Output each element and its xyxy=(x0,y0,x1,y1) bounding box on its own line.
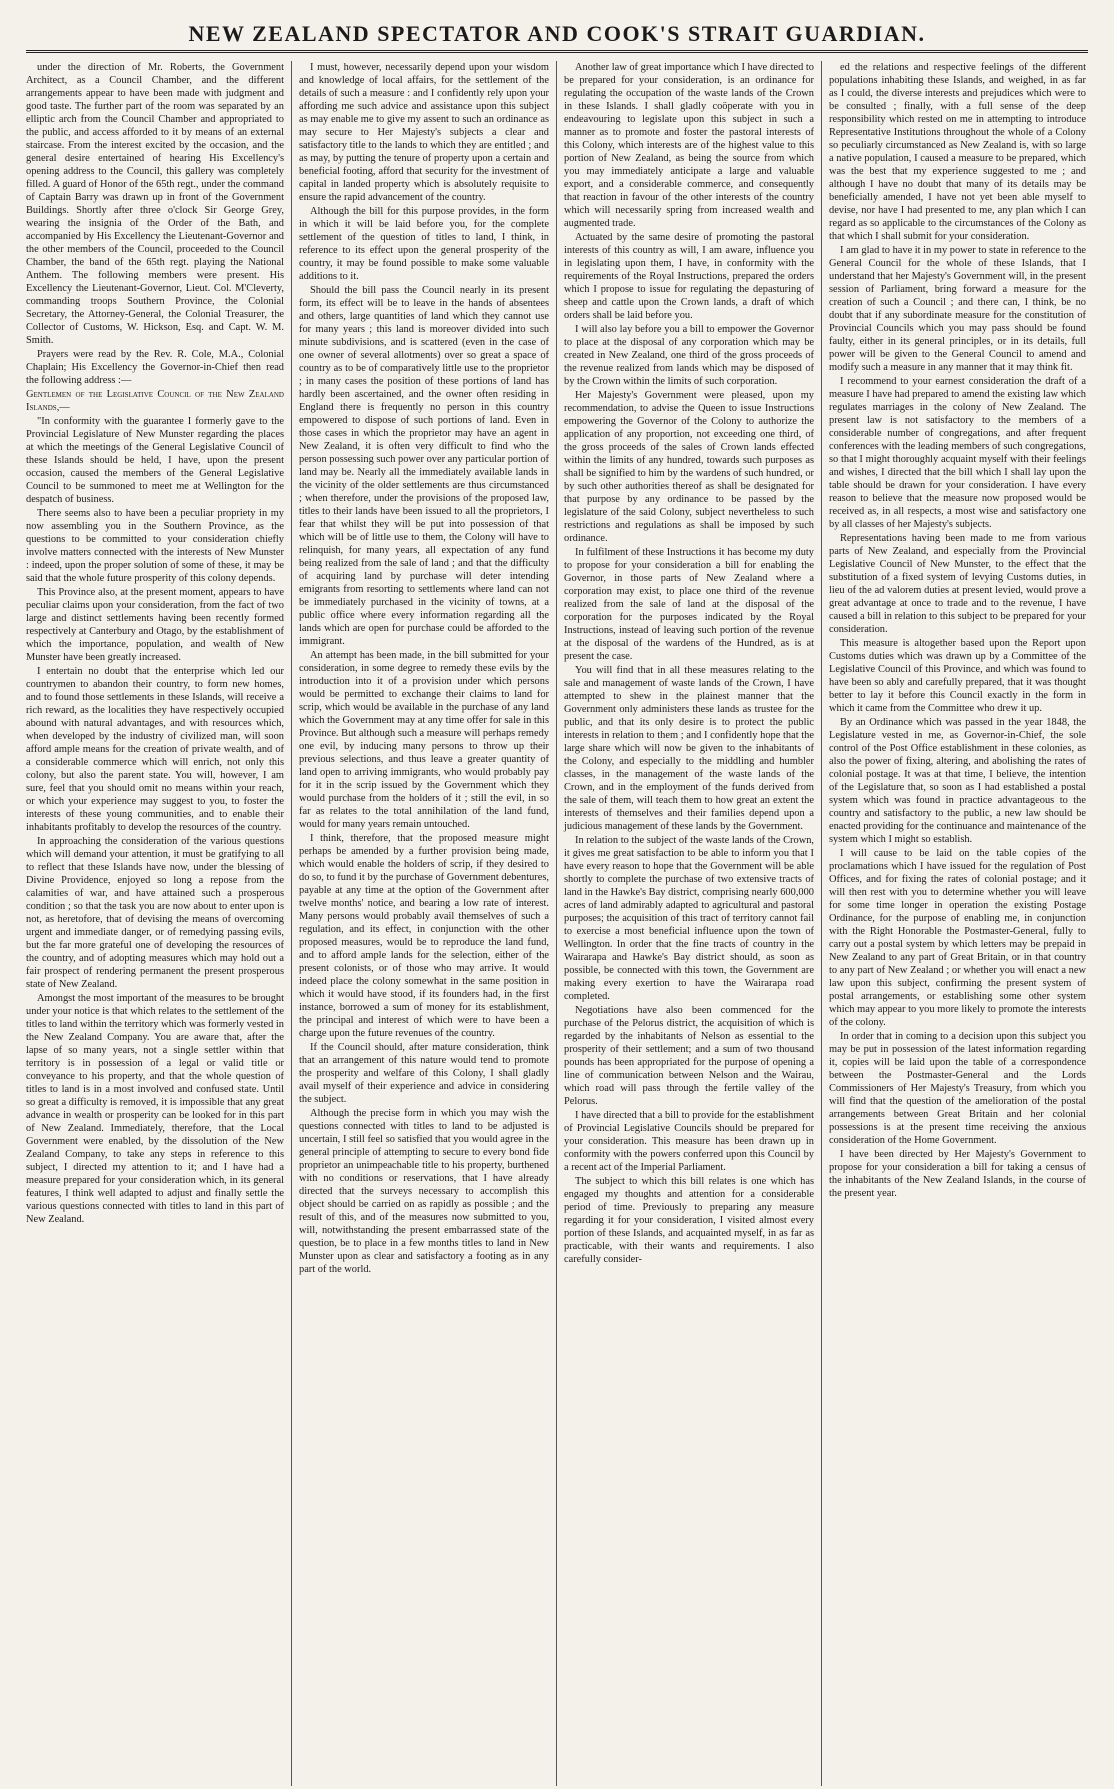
paragraph: Actuated by the same desire of promoting the pastoral interests of this country as will, I am aware, influence you in legislating upon them, I have, in conformity with the requirements of the Royal Instructions, prepared the orders which I propose to issue for regulating the depasturing of sheep and cattle upon the Crown lands, a draft of which orders shall be laid before you. xyxy=(564,232,814,321)
paragraph: Another law of great importance which I have directed to be prepared for your consideration, is an ordinance for regulating the occupation of the waste lands of the Crown in these Islands. I shall gladly coöperate with you in endeavouring to legislate upon this subject in such a manner as to promote and foster the pastoral interests of this Colony, which interests are of the highest value to this portion of New Zealand, as being the source from which you may immediately anticipate a large and valuable export, and a considerable commerce, and consequently that reaction in favour of the other interests of the country which will necessarily spring from increased wealth and augmented trade. xyxy=(564,62,814,229)
paragraph: If the Council should, after mature consideration, think that an arrangement of this nature would tend to promote the prosperity and welfare of this Colony, I shall gladly avail myself of their experience and advice in considering the subject. xyxy=(299,1042,549,1105)
paragraph: I entertain no doubt that the enterprise which led our countrymen to abandon their country, to form new homes, and to found those settlements in these Islands, will receive a rich reward, as the localities they have respectively occupied abound with natural advantages, and with resources which, when developed by the industry of civilized man, will soon afford ample means for the creation of private wealth, and of a considerable commerce which will enrich, not only this colony, but also the parent state. You will, however, I am sure, feel that you should omit no means within your reach, or which your experience may suggest to you, to foster the interests of these young communities, and to enable their inhabitants profitably to develop the resources of the country. xyxy=(26,666,284,833)
paragraph: In fulfilment of these Instructions it has become my duty to propose for your consideration a bill for enabling the Governor, in those parts of New Zealand where a corporation may exist, to place one third of the revenue realized from the sale of land at the disposal of the corporation for the purposes indicated by the Royal Instructions, instead of leaving such portion of the revenue at the disposal of the wardens of the Hundred, as is at present the case. xyxy=(564,547,814,662)
paragraph: In approaching the consideration of the various questions which will demand your attention, it must be gratifying to all to reflect that these Islands have now, under the blessing of Divine Providence, enjoyed so long a repose from the calamities of war, and have attained such a prosperous condition ; so that the task you are now about to enter upon is not, as heretofore, that of devising the means of overcoming urgent and immediate danger, or of remedying passing evils, but the far more grateful one of developing the resources of the country, and of adopting measures which may hold out a fair prospect of rendering permanent the present prosperous state of New Zealand. xyxy=(26,836,284,990)
masthead-title: NEW ZEALAND SPECTATOR AND COOK'S STRAIT GUARDIAN. xyxy=(26,18,1088,53)
paragraph: I am glad to have it in my power to state in reference to the General Council for the whole of these Islands, that I understand that her Majesty's Government will, in the present session of Parliament, bring forward a measure for the creation of such a Council ; and there can, I think, be no doubt that if any subordinate measure for the constitution of Provincial Councils which you may pass should be found faulty, either in its general principles, or in its details, full power will be given to the General Council to amend and modify such a measure in any manner that it may think fit. xyxy=(829,245,1086,373)
paragraph: I recommend to your earnest consideration the draft of a measure I have had prepared to amend the existing law which regulates marriages in the colony of New Zealand. The present law is not satisfactory to the members of a considerable number of congregations, and after frequent conferences with the leading members of such congregations, so that I might thoroughly acquaint myself with their feelings and wishes, I directed that the bill which I shall lay upon the table should be drawn for your consideration. I have every reason to believe that the measure now proposed would be received as, in all respects, a most wise and satisfactory one by all classes of her Majesty's subjects. xyxy=(829,376,1086,530)
paragraph: "In conformity with the guarantee I formerly gave to the Provincial Legislature of New Munster regarding the places at which the meetings of the General Legislative Council of these Islands should be held, I have, upon the present occasion, caused the members of the General Legislative Council to be summoned to meet me at Wellington for the despatch of business. xyxy=(26,416,284,505)
paragraph: In order that in coming to a decision upon this subject you may be put in possession of the latest information regarding it, copies will be laid upon the table of a correspondence between the Postmaster-General and the Lords Commissioners of Her Majesty's Treasury, from which you will find that the question of the amelioration of the postal arrangements between Great Britain and her colonial possessions is at the present time receiving the anxious consideration of the Home Government. xyxy=(829,1031,1086,1146)
paragraph: Negotiations have also been commenced for the purchase of the Pelorus district, the acquisition of which is regarded by the inhabitants of Nelson as essential to the prosperity of their settlement; and a sum of two thousand pounds has been appropriated for the purpose of opening a line of communication between Nelson and the Wairau, which road will pass through the fertile valley of the Pelorus. xyxy=(564,1005,814,1107)
column-4 xyxy=(821,61,1086,1786)
column-2 xyxy=(291,61,556,1786)
paragraph: This measure is altogether based upon the Report upon Customs duties which was drawn up by a Committee of the Legislative Council of this Province, and which was found to have been so ably and carefully prepared, that it was thought better to lay it before this Council exactly in the form in which it came from the Committee who drew it up. xyxy=(829,638,1086,714)
paragraph: Representations having been made to me from various parts of New Zealand, and especially from the Provincial Legislative Council of New Munster, to the effect that the substitution of a fixed system of levying Customs duties, in lieu of the ad valorem duties at present levied, would prove a great advantage at once to trade and to the revenue, I have caused a bill in relation to this subject to be prepared for your consideration. xyxy=(829,533,1086,635)
column-3 xyxy=(556,61,821,1786)
text-columns xyxy=(26,61,1088,1786)
paragraph: Amongst the most important of the measures to be brought under your notice is that which relates to the settlement of the titles to land within the territory which was formerly vested in the New Zealand Company. You are aware that, after the lapse of so many years, not a single settler within that territory is in possession of a legal or valid title or conveyance to his property, and that the whole question of titles to land is in a most involved and confused state. Until so great a difficulty is removed, it is impossible that any great advance in wealth or prosperity can be looked for in this part of New Zealand. Immediately, therefore, that the Local Government were enabled, by the dissolution of the New Zealand Company, to take any steps in reference to this subject, I directed my attention to it; and I have had a measure prepared for your consideration which, in its general features, I think well adapted to adjust and finally settle the various questions connected with titles to land in this part of New Zealand. xyxy=(26,993,284,1225)
column-1 xyxy=(26,61,291,1786)
paragraph: ed the relations and respective feelings of the different populations inhabiting these Islands, and weighed, in as far as I could, the diverse interests and prejudices which were to be consulted ; finally, with a full sense of the deep responsibility which rested on me in attempting to introduce Representative Institutions throughout the whole of a Colony so peculiarly circumstanced as New Zealand is, with so large a native population, I caused a measure to be prepared, which was the best that my experience suggested to me ; and although I have no doubt that many of its details may be beneficially amended, I have not yet been able myself to devise, nor have I had presented to me, any plan which I can regard as so applicable to the circumstances of the Colony as that which I shall submit for your consideration. xyxy=(829,62,1086,242)
paragraph: Although the bill for this purpose provides, in the form in which it will be laid before you, for the complete settlement of the question of titles to land, I think, in reference to its effect upon the general prosperity of the country, it may be found possible to make some valuable additions to it. xyxy=(299,206,549,282)
paragraph: By an Ordinance which was passed in the year 1848, the Legislature vested in me, as Governor-in-Chief, the sole control of the Post Office establishment in these colonies, as also the power of fixing, altering, and abolishing the rates of colonial postage. It was at that time, I believe, the intention of the Legislature that, so soon as I had established a postal system which was found in practice advantageous to the country and satisfactory to the public, a new law should be enacted providing for the continuance and maintenance of the system which I might so establish. xyxy=(829,717,1086,845)
paragraph: under the direction of Mr. Roberts, the Government Architect, as a Council Chamber, and the different arrangements appear to have been made with judgment and good taste. The further part of the room was separated by an elliptic arch from the Council Chamber and appropriated to the public, and access afforded to it by means of an external staircase. From the interest excited by the occasion, and the general desire entertained of hearing His Excellency's opening address to the Council, this gallery was completely filled. A guard of Honor of the 65th regt., under the command of Captain Barry was drawn up in front of the Government Buildings. Shortly after three o'clock Sir George Grey, wearing the insignia of the Order of the Bath, and accompanied by His Excellency the Lieutenant-Governor and the other members of the Council, proceeded to the Council Chamber, the band of the 65th regt. playing the National Anthem. The following members were present. His Excellency the Lieutenant-Governor, Lieut. Col. M'Cleverty, commanding troops Southern Province, the Colonial Secretary, the Attorney-General, the Colonial Treasurer, the Collector of Customs, W. Hickson, Esq. and Capt. W. M. Smith. xyxy=(26,62,284,346)
paragraph: I will cause to be laid on the table copies of the proclamations which I have issued for the regulation of Post Offices, and for fixing the rates of colonial postage; and it will then rest with you to determine whether you will leave for some time longer in operation the existing Postage Ordinance, for the purpose of enabling me, in conjunction with the Right Honorable the Postmaster-General, fully to carry out a postal system by which letters may be prepaid in New Zealand to any part of Great Britain, or in that country to any part of New Zealand ; or whether you will enact a new law upon this subject, confirming the present system of postal arrangements, or establishing some other system which may appear to you more likely to promote the interests of the colony. xyxy=(829,848,1086,1028)
paragraph: An attempt has been made, in the bill submitted for your consideration, in some degree to remedy these evils by the introduction into it of a provision under which persons would be permitted to exchange their claims to land for scrip, which would be available in the purchase of any land which the Government may at any time offer for sale in this Province. But although such a measure will perhaps remedy one evil, by inducing many persons to throw up their previous selections, and thus leave a greater quantity of land open to arriving immigrants, who would probably pay for it in the scrip issued by the Government which they would purchase from the holders of it ; still the evil, in so far as relates to the total annihilation of the land fund, would for many years remain untouched. xyxy=(299,650,549,830)
paragraph: I have been directed by Her Majesty's Government to propose for your consideration a bill for taking a census of the inhabitants of the New Zealand Islands, in the course of the present year. xyxy=(829,1149,1086,1199)
paragraph: Gentlemen of the Legislative Council of the New Zealand Islands,— xyxy=(26,389,284,413)
paragraph: I will also lay before you a bill to empower the Governor to place at the disposal of any corporation which may be created in New Zealand, one third of the gross proceeds of the revenue realized from lands which may be disposed of by the Crown within the limits of such corporation. xyxy=(564,324,814,387)
paragraph: Prayers were read by the Rev. R. Cole, M.A., Colonial Chaplain; His Excellency the Governor-in-Chief then read the following address :— xyxy=(26,349,284,386)
paragraph: In relation to the subject of the waste lands of the Crown, it gives me great satisfaction to be able to inform you that I have every reason to hope that the Government will be able shortly to complete the purchase of two extensive tracts of land in the Hawke's Bay district, comprising nearly 600,000 acres of land admirably adapted to agricultural and pastoral purposes; the acquisition of this tract of territory cannot fail to exercise a most beneficial influence upon the town of Wellington. In order that the fine tracts of country in the Wairarapa and Hawke's Bay district should, as soon as possible, be connected with this town, the Government are making every exertion to have the Wairarapa road completed. xyxy=(564,835,814,1002)
paragraph: The subject to which this bill relates is one which has engaged my thoughts and attention for a considerable period of time. Previously to preparing any measure regarding it for your consideration, I visited almost every portion of these Islands, and acquainted myself, in as far as practicable, with their wants and requirements. I also carefully consider- xyxy=(564,1176,814,1265)
paragraph: Although the precise form in which you may wish the questions connected with titles to land to be adjusted is uncertain, I still feel so satisfied that you would agree in the general principle of attempting to secure to every bond fide proprietor an unimpeachable title to his property, burthened with no conditions or reservations, that I have already directed that the surveys necessary to accomplish this object should be carried on as rapidly as possible ; and the result of this, and of the measures now submitted to you, will, notwithstanding the present embarrassed state of the question, be to place in a few months titles to land in New Munster upon as clear and satisfactory a footing as in any part of the world. xyxy=(299,1108,549,1275)
paragraph: Her Majesty's Government were pleased, upon my recommendation, to advise the Queen to issue Instructions empowering the Governor of the Colony to authorize the application of any proportion, not exceeding one third, of the gross proceeds of the sales of Crown lands effected within the limits of any hundred, towards such purposes as shall be signified to him by the wardens of such hundred, or by such other authorities thereof as shall be designated for that purpose by any ordinance to be passed by the legislature of the said Colony, subject nevertheless to such restrictions and regulations as shall be imposed by such ordinance. xyxy=(564,390,814,544)
paragraph: I have directed that a bill to provide for the establishment of Provincial Legislative Councils should be prepared for your consideration. This measure has been drawn up in conformity with the powers conferred upon this Council by a recent act of the Imperial Parliament. xyxy=(564,1110,814,1173)
paragraph: This Province also, at the present moment, appears to have peculiar claims upon your consideration, from the fact of two large and distinct settlements having been recently formed respectively at Canterbury and Otago, by the establishment of which the importance, population, and wealth of New Munster have been greatly increased. xyxy=(26,587,284,663)
paragraph: There seems also to have been a peculiar propriety in my now assembling you in the Southern Province, as the questions to be committed to your consideration chiefly involve matters connected with the interests of New Munster : indeed, upon the proper solution of some of these, it may be said that the whole future prosperity of this colony depends. xyxy=(26,508,284,584)
paragraph: I think, therefore, that the proposed measure might perhaps be amended by a further provision being made, which would enable the holders of scrip, if they desired to do so, to fund it by the purchase of Government debentures, payable at any time at the option of the Government after twelve months' notice, and bearing a low rate of interest. Many persons would probably avail themselves of such a regulation, and its effect, in conjunction with the other proposed measures, would be to reproduce the land fund, and to afford ample lands for the selection, either of the present colonists, or of those who may arrive. It would indeed place the colony somewhat in the same position in which it would have stood, if its founders had, in the first instance, borrowed a sum of money for its establishment, the principal and interest of which were to have been a charge upon the future revenues of the country. xyxy=(299,833,549,1039)
paragraph: I must, however, necessarily depend upon your wisdom and knowledge of local affairs, for the settlement of the details of such a measure : and I confidently rely upon your affording me such advice and assistance upon this subject as may enable me to give my assent to such an ordinance as may secure to Her Majesty's subjects a clear and satisfactory title to the lands to which they are entitled ; and as may, by putting the tenure of property upon a certain and beneficial footing, afford that security for the investment of capital in landed property which is absolutely requisite to ensure the rapid advancement of the country. xyxy=(299,62,549,203)
paragraph: Should the bill pass the Council nearly in its present form, its effect will be to leave in the hands of absentees and others, large quantities of land which they cannot use for many years ; this land is moreover divided into such minute subdivisions, and is scattered (even in the case of one owner of several allotments) over so great a space of country as to be of comparatively little use to the proprietor ; in many cases the position of these portions of land has hardly been ascertained, and the owner often residing in England there is frequently no person in this country empowered to dispose of such portions of land. Even in those cases in which the proprietor may have an agent in New Zealand, it is often very difficult to find who the person possessing such power over any particular portion of land may be. Nearly all the immediately available lands in the vicinity of the older settlements are thus circumstanced ; when therefore, under the provisions of the proposed law, titles to their lands have been issued to all the proprietors, I fear that whilst they will be put into possession of that which will be of little use to them, the Colony will have to relinquish, for many years, all expectation of any fund being realized from the sale of land ; and that the difficulty of acquiring land by purchase will deter intending emigrants from resorting to settlements where land can not be immediately purchased in the vicinity of towns, at a public office where every information regarding all the lands which are open for purchase could be afforded to the immigrant. xyxy=(299,285,549,647)
paragraph: You will find that in all these measures relating to the sale and management of waste lands of the Crown, I have attempted to shew in the plainest manner that the Government only administers these lands as trustee for the public, and that its only desire is to protect the public interests in relation to them ; and I confidently hope that the large share which will now be given to the inhabitants of the Colony, and especially to the middling and humbler classes, in the management of the waste lands of the Crown, and in the employment of the funds derived from the sale of them, will teach them to how great an extent the interests of themselves and their families depend upon a judicious management of these lands by the Government. xyxy=(564,665,814,832)
